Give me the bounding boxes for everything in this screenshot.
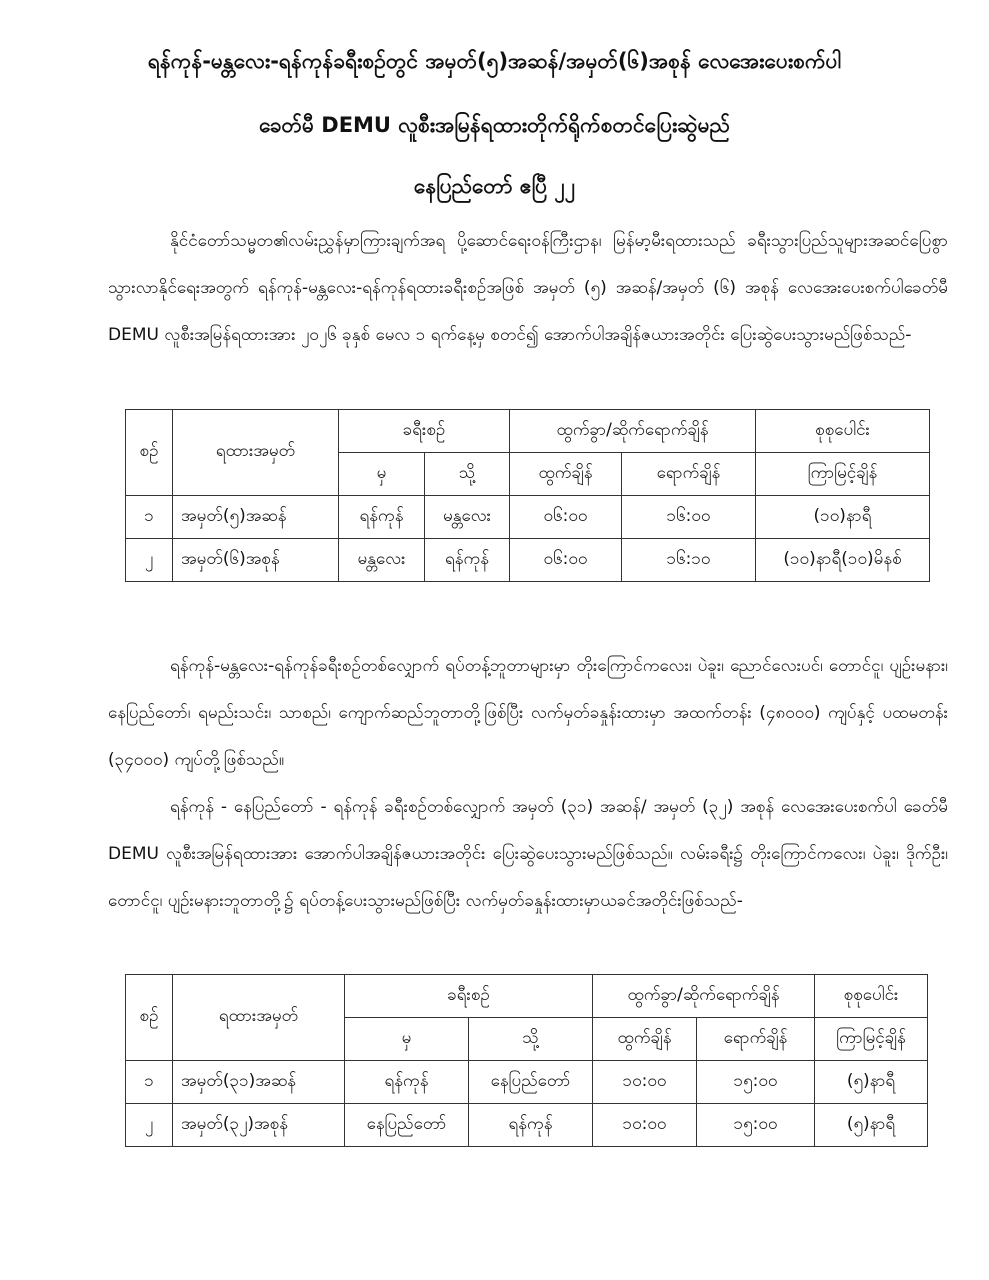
cell-depart: ၀၆:၀၀ (510, 496, 622, 539)
document-title-line-2: ခေတ်မီ DEMU လူစီးအမြန်ရထားတိုက်ရိုက်စတင်ပြေးဆွဲမည် (259, 113, 730, 137)
header-to: သို့ (425, 453, 510, 496)
cell-from: မန္တလေး (339, 539, 425, 582)
header-times: ထွက်ခွာ/ဆိုက်ရောက်ချိန် (593, 975, 815, 1018)
cell-no: ၁ (126, 1061, 173, 1104)
header-route: ခရီးစဉ် (345, 975, 593, 1018)
table-row (126, 1104, 928, 1147)
paragraph-stations: ရန်ကုန်-မန္တလေး-ရန်ကုန်ခရီးစဉ်တစ်လျှောက် ရပ်တန့်ဘူတာများမှာ တိုးကြောင်ကလေး၊ ပဲခူး၊ ညောင်လေးပင်၊ တောင်ငူ၊ ပျဉ်းမနား၊ နေပြည်တော်၊ ရမည်းသင်း၊ သာစည်၊ ကျောက်ဆည်ဘူတာတို့ဖြစ်ပြီး လက်မှတ်ခနှုန်းထားမှာ အထက်တန်း (၄၈၀၀၀) ကျပ်နှင့် ပထမတန်း (၃၄၀၀၀) ကျပ်တို့ဖြစ်သည်။ (108, 656, 948, 770)
header-duration: ကြာမြင့်ချိန် (756, 453, 930, 496)
header-depart: ထွက်ချိန် (593, 1018, 697, 1061)
header-times: ထွက်ခွာ/ဆိုက်ရောက်ချိန် (510, 410, 756, 453)
header-depart: ထွက်ချိန် (510, 453, 622, 496)
cell-to: မန္တလေး (425, 496, 510, 539)
cell-duration: (၅)နာရီ (815, 1061, 928, 1104)
cell-duration: (၅)နာရီ (815, 1104, 928, 1147)
cell-from: ရန်ကုန် (339, 496, 425, 539)
table-header-row (126, 410, 930, 453)
document-title-line-1: ရန်ကုန်-မန္တလေး-ရန်ကုန်ခရီးစဉ်တွင် အမှတ်(၅)အဆန်/အမှတ်(၆)အစုန် လေအေးပေးစက်ပါ (147, 49, 842, 73)
header-to: သို့ (469, 1018, 593, 1061)
cell-arrive: ၁၆:၀၀ (622, 496, 756, 539)
cell-depart: ၀၆:၀၀ (510, 539, 622, 582)
header-no: စဉ် (126, 975, 173, 1061)
paragraph-naypyitaw: ရန်ကုန် - နေပြည်တော် - ရန်ကုန် ခရီးစဉ်တစ်လျှောက် အမှတ် (၃၁) အဆန်/ အမှတ် (၃၂) အစုန် လေအေးပေးစက်ပါ ခေတ်မီ DEMU လူစီးအမြန်ရထားအား အောက်ပါအချိန်ဇယားအတိုင်း ပြေးဆွဲပေးသွားမည်ဖြစ်သည်။ လမ်းခရီး၌ တိုးကြောင်ကလေး၊ ပဲခူး၊ ဒိုက်ဦး၊ တောင်ငူ၊ ပျဉ်းမနားဘူတာတို့၌ ရပ်တန့်ပေးသွားမည်ဖြစ်ပြီး လက်မှတ်ခနှုန်းထားမှာယခင်အတိုင်းဖြစ်သည်- (108, 797, 948, 911)
cell-duration: (၁၀)နာရီ (756, 496, 930, 539)
header-total: စုစုပေါင်း (815, 975, 928, 1018)
cell-train: အမှတ်(၃၂)အစုန် (173, 1104, 345, 1147)
header-total: စုစုပေါင်း (756, 410, 930, 453)
cell-from: ရန်ကုန် (345, 1061, 469, 1104)
header-train: ရထားအမှတ် (173, 975, 345, 1061)
cell-from: နေပြည်တော် (345, 1104, 469, 1147)
table-row (126, 539, 930, 582)
table-row (126, 1061, 928, 1104)
header-from: မှ (339, 453, 425, 496)
cell-depart: ၁၀:၀၀ (593, 1104, 697, 1147)
cell-train: အမှတ်(၃၁)အဆန် (173, 1061, 345, 1104)
cell-arrive: ၁၅:၀၀ (697, 1061, 815, 1104)
cell-depart: ၁၀:၀၀ (593, 1061, 697, 1104)
cell-no: ၁ (126, 496, 173, 539)
schedule-table-1 (125, 409, 930, 582)
cell-to: ရန်ကုန် (469, 1104, 593, 1147)
cell-arrive: ၁၆:၁၀ (622, 539, 756, 582)
cell-no: ၂ (126, 539, 173, 582)
schedule-table-2 (125, 974, 928, 1147)
header-no: စဉ် (126, 410, 173, 496)
header-route: ခရီးစဉ် (339, 410, 510, 453)
paragraph-intro: နိုင်ငံတော်သမ္မတ၏လမ်းညွှန်မှာကြားချက်အရ ပို့ဆောင်ရေးဝန်ကြီးဌာန၊ မြန်မာ့မီးရထားသည် ခရီးသွားပြည်သူများအဆင်ပြေစွာသွားလာနိုင်ရေးအတွက် ရန်ကုန်-မန္တလေး-ရန်ကုန်ရထားခရီးစဉ်အဖြစ် အမှတ် (၅) အဆန်/အမှတ် (၆) အစုန် လေအေးပေးစက်ပါခေတ်မီ DEMU လူစီးအမြန်ရထားအား ၂၀၂၆ ခုနှစ် မေလ ၁ ရက်နေ့မှ စတင်၍ အောက်ပါအချိန်ဇယားအတိုင်း ပြေးဆွဲပေးသွားမည်ဖြစ်သည်- (108, 231, 948, 345)
header-train: ရထားအမှတ် (173, 410, 339, 496)
cell-duration: (၁၀)နာရီ(၁၀)မိနစ် (756, 539, 930, 582)
header-arrive: ရောက်ချိန် (622, 453, 756, 496)
cell-arrive: ၁၅:၀၀ (697, 1104, 815, 1147)
header-from: မှ (345, 1018, 469, 1061)
table-row (126, 496, 930, 539)
cell-to: ရန်ကုန် (425, 539, 510, 582)
cell-to: နေပြည်တော် (469, 1061, 593, 1104)
table-header-row (126, 975, 928, 1018)
cell-no: ၂ (126, 1104, 173, 1147)
dateline: နေပြည်တော် ဧပြီ ၂၂ (413, 174, 576, 198)
header-arrive: ရောက်ချိန် (697, 1018, 815, 1061)
cell-train: အမှတ်(၆)အစုန် (173, 539, 339, 582)
cell-train: အမှတ်(၅)အဆန် (173, 496, 339, 539)
header-duration: ကြာမြင့်ချိန် (815, 1018, 928, 1061)
